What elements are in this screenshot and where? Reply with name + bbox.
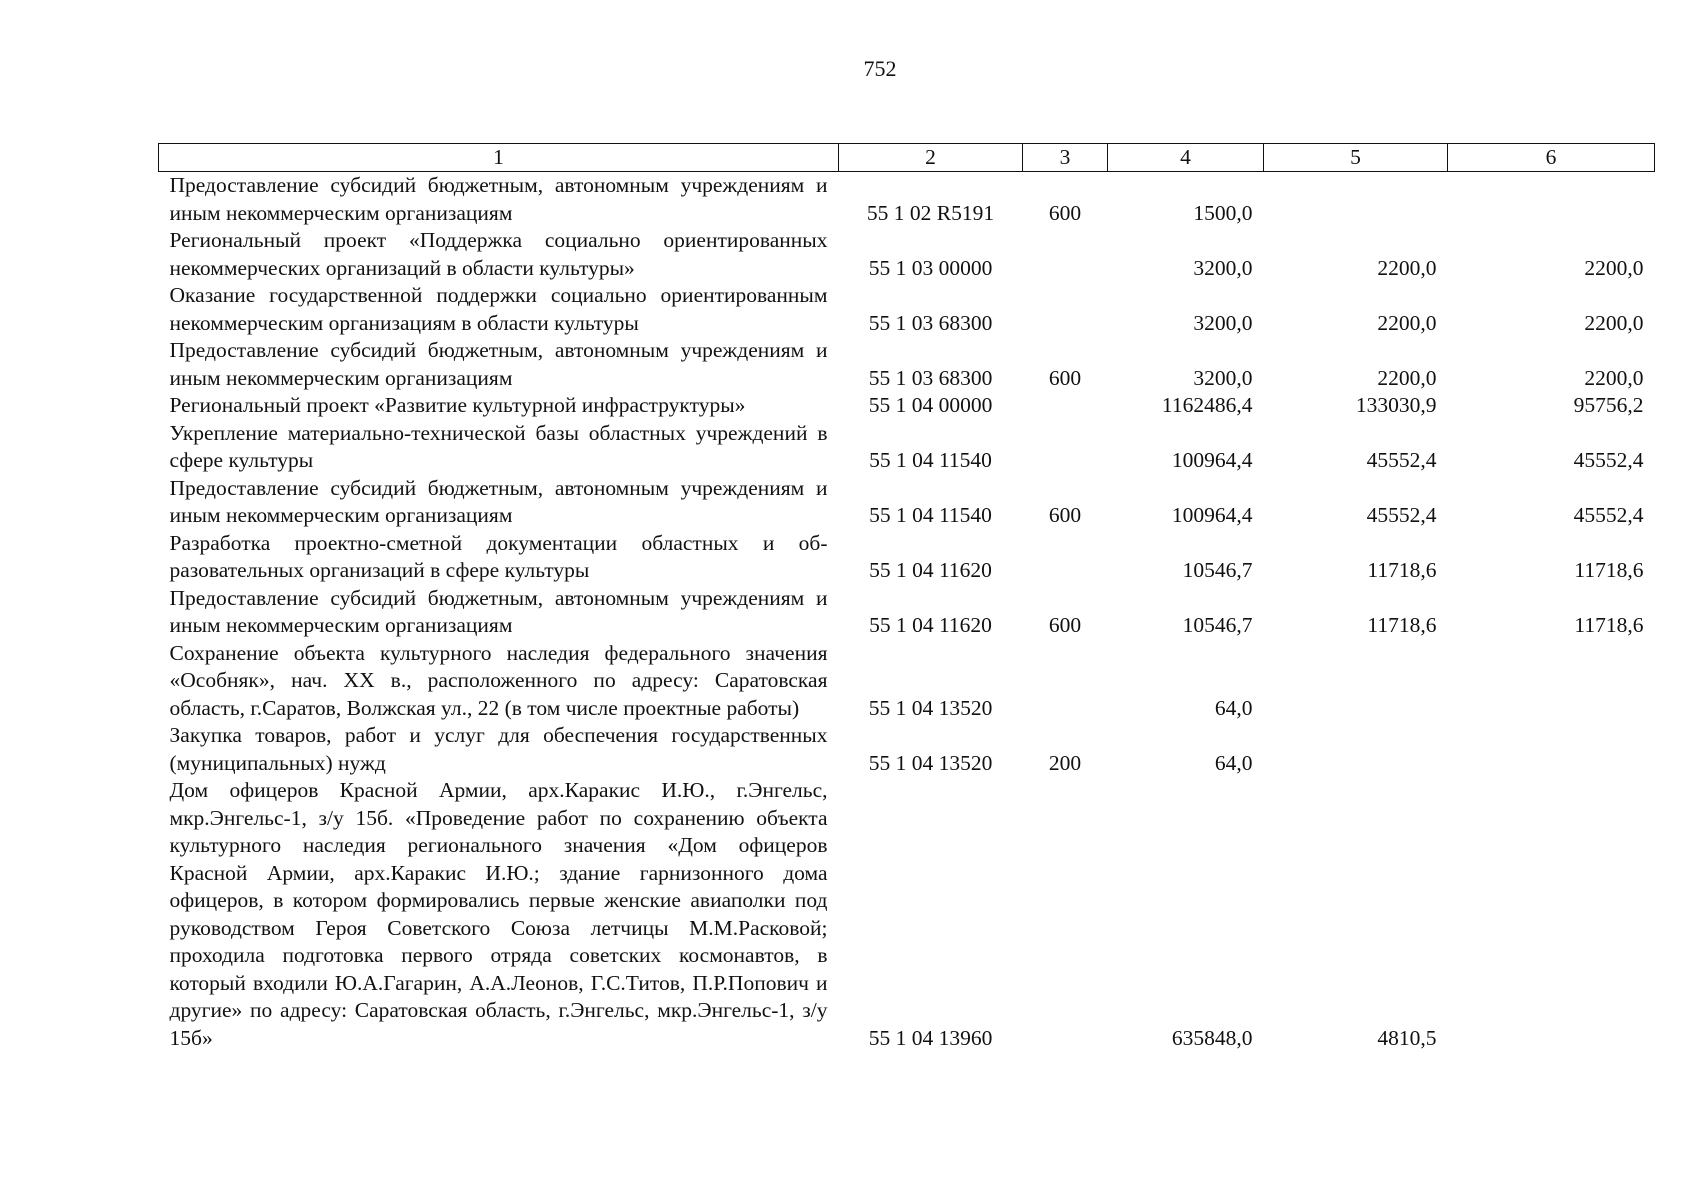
table-row — [159, 777, 1655, 1052]
row-value-col4-cell: 10546,7 — [1182, 613, 1253, 637]
row-value-col5-cell: 45552,4 — [1366, 503, 1437, 527]
header-col-1: 1 — [159, 144, 839, 172]
row-name-cell: Предоставление субсидий бюджетным, автономным учреждениям и иным некоммерческим организациям — [169, 585, 828, 637]
row-code-cell: 55 1 04 11620 — [869, 613, 992, 637]
row-value-col6-cell — [1448, 172, 1655, 228]
table-row — [159, 722, 1655, 777]
row-code-cell: 55 1 04 13520 — [868, 695, 993, 720]
row-expense-type-cell: 200 — [1048, 750, 1082, 775]
row-name-cell: Предоставление субсидий бюджетным, автономным учреждениям и иным некоммерческим организациям — [169, 338, 828, 390]
row-name-cell: Дом офицеров Красной Армии, арх.Каракис И.Ю., г.Энгельс, мкр.Энгельс-1, з/у 15б. «Проведение работ по сохранению объекта культурного наследия регионального значения «Дом офицеров Красной Армии, арх.Каракис И.Ю.; здание гарнизонного дома офицеров, в котором формировались первые женские авиаполки под руководством Героя Советского Союза летчицы М.М.Расковой; проходила подготовка первого отряда советских космонавтов, в который входили Ю.А.Гагарин, А.А.Леонов, Г.С.Титов, П.Р.Попович и другие» по адресу: Саратовская область, г.Энгельс, мкр.Энгельс-1, з/у 15б» — [169, 778, 828, 1050]
row-value-col5-cell: 4810,5 — [1377, 1025, 1437, 1050]
row-value-col6-cell — [1448, 640, 1655, 723]
row-value-col5-cell: 11718,6 — [1367, 613, 1437, 637]
table-row — [159, 227, 1655, 282]
row-expense-type-cell — [1023, 420, 1108, 475]
row-expense-type-cell — [1023, 227, 1108, 282]
row-value-col6-cell: 95756,2 — [1573, 393, 1644, 417]
header-col-2: 2 — [839, 144, 1023, 172]
row-code-cell: 55 1 03 68300 — [868, 310, 993, 335]
table-row — [159, 282, 1655, 337]
row-value-col4-cell: 1500,0 — [1193, 200, 1253, 225]
row-code-cell: 55 1 02 R5191 — [866, 200, 995, 225]
row-expense-type-cell — [1023, 777, 1108, 1052]
table-body — [159, 172, 1655, 1053]
row-name-cell: Оказание государственной поддержки социально ориентированным некоммерческим организациям в области культуры — [169, 283, 828, 335]
row-name-cell: Предоставление субсидий бюджетным, автономным учреждениям и иным некоммерческим организациям — [169, 475, 828, 527]
row-value-col4-cell: 10546,7 — [1182, 558, 1253, 582]
row-value-col5-cell: 2200,0 — [1377, 255, 1437, 280]
row-expense-type-cell — [1023, 640, 1108, 723]
row-name-cell: Региональный проект «Поддержка социально ориентированных некоммерческих организаций в области культуры» — [169, 228, 828, 280]
header-col-5: 5 — [1264, 144, 1448, 172]
row-code-cell: 55 1 03 68300 — [868, 365, 993, 390]
table-header — [159, 144, 1655, 172]
row-value-col5-cell: 11718,6 — [1367, 558, 1437, 582]
table-row — [159, 420, 1655, 475]
row-value-col5-cell — [1264, 640, 1448, 723]
row-value-col6-cell: 2200,0 — [1584, 310, 1644, 335]
row-value-col5-cell — [1264, 172, 1448, 228]
row-name-cell: Предоставление субсидий бюджетным, автономным учреждениям и иным некоммерческим организациям — [169, 173, 828, 225]
row-value-col4-cell: 3200,0 — [1193, 255, 1253, 280]
row-name-cell: Укрепление материально-технической базы областных учреждений в сфере культуры — [169, 420, 828, 472]
row-value-col4-cell: 635848,0 — [1171, 1025, 1253, 1050]
row-expense-type-cell: 600 — [1048, 200, 1082, 225]
row-expense-type-cell — [1023, 392, 1108, 420]
row-value-col4-cell: 1162486,4 — [1161, 393, 1253, 417]
row-value-col5-cell: 133030,9 — [1355, 393, 1437, 417]
row-value-col5-cell: 2200,0 — [1377, 365, 1437, 390]
row-value-col4-cell: 64,0 — [1214, 750, 1253, 775]
row-code-cell: 55 1 04 11540 — [869, 448, 992, 472]
row-code-cell: 55 1 04 11540 — [869, 503, 992, 527]
row-value-col6-cell — [1448, 777, 1655, 1052]
row-code-cell: 55 1 04 13520 — [868, 750, 993, 775]
row-code-cell: 55 1 04 13960 — [868, 1025, 993, 1050]
row-value-col4-cell: 100964,4 — [1171, 503, 1253, 527]
row-code-cell: 55 1 03 00000 — [868, 255, 993, 280]
row-expense-type-cell: 600 — [1048, 613, 1082, 637]
row-value-col4-cell: 100964,4 — [1171, 448, 1253, 472]
row-code-cell: 55 1 04 00000 — [868, 393, 993, 417]
row-value-col4-cell: 3200,0 — [1193, 310, 1253, 335]
row-expense-type-cell — [1023, 530, 1108, 585]
row-value-col6-cell: 2200,0 — [1584, 365, 1644, 390]
row-expense-type-cell: 600 — [1048, 503, 1082, 527]
header-col-6: 6 — [1448, 144, 1655, 172]
row-value-col4-cell: 64,0 — [1214, 695, 1253, 720]
budget-table — [158, 143, 1655, 1052]
row-value-col5-cell: 45552,4 — [1366, 448, 1437, 472]
table-row — [159, 337, 1655, 392]
row-name-cell: Сохранение объекта культурного наследия федерального значения «Особняк», нач. XX в., расположенного по адресу: Саратовская область, г.Саратов, Волжская ул., 22 (в том числе проектные работы) — [169, 640, 828, 720]
row-value-col4-cell: 3200,0 — [1193, 365, 1253, 390]
row-expense-type-cell — [1023, 282, 1108, 337]
row-value-col6-cell — [1448, 722, 1655, 777]
row-name-cell: Региональный проект «Развитие культурной инфраструктуры» — [169, 393, 746, 417]
row-name-cell: Разработка проектно-сметной документации областных и образовательных организаций в сфере культуры — [169, 530, 828, 582]
page-number: 752 — [863, 56, 897, 81]
row-name-cell: Закупка товаров, работ и услуг для обеспечения государственных (муниципальных) нужд — [169, 723, 828, 775]
row-code-cell: 55 1 04 11620 — [869, 558, 992, 582]
header-row — [159, 144, 1655, 172]
row-value-col6-cell: 2200,0 — [1584, 255, 1644, 280]
header-col-3: 3 — [1023, 144, 1108, 172]
row-value-col6-cell: 11718,6 — [1574, 558, 1644, 582]
row-value-col5-cell — [1264, 722, 1448, 777]
table-row — [159, 640, 1655, 723]
table-row — [159, 172, 1655, 228]
table-row — [159, 475, 1655, 530]
row-value-col6-cell: 45552,4 — [1573, 503, 1644, 527]
row-expense-type-cell: 600 — [1048, 365, 1082, 390]
row-value-col5-cell: 2200,0 — [1377, 310, 1437, 335]
table-row — [159, 530, 1655, 585]
row-value-col6-cell: 45552,4 — [1573, 448, 1644, 472]
table-row — [159, 392, 1655, 420]
table-row — [159, 585, 1655, 640]
row-value-col6-cell: 11718,6 — [1574, 613, 1644, 637]
header-col-4: 4 — [1108, 144, 1264, 172]
